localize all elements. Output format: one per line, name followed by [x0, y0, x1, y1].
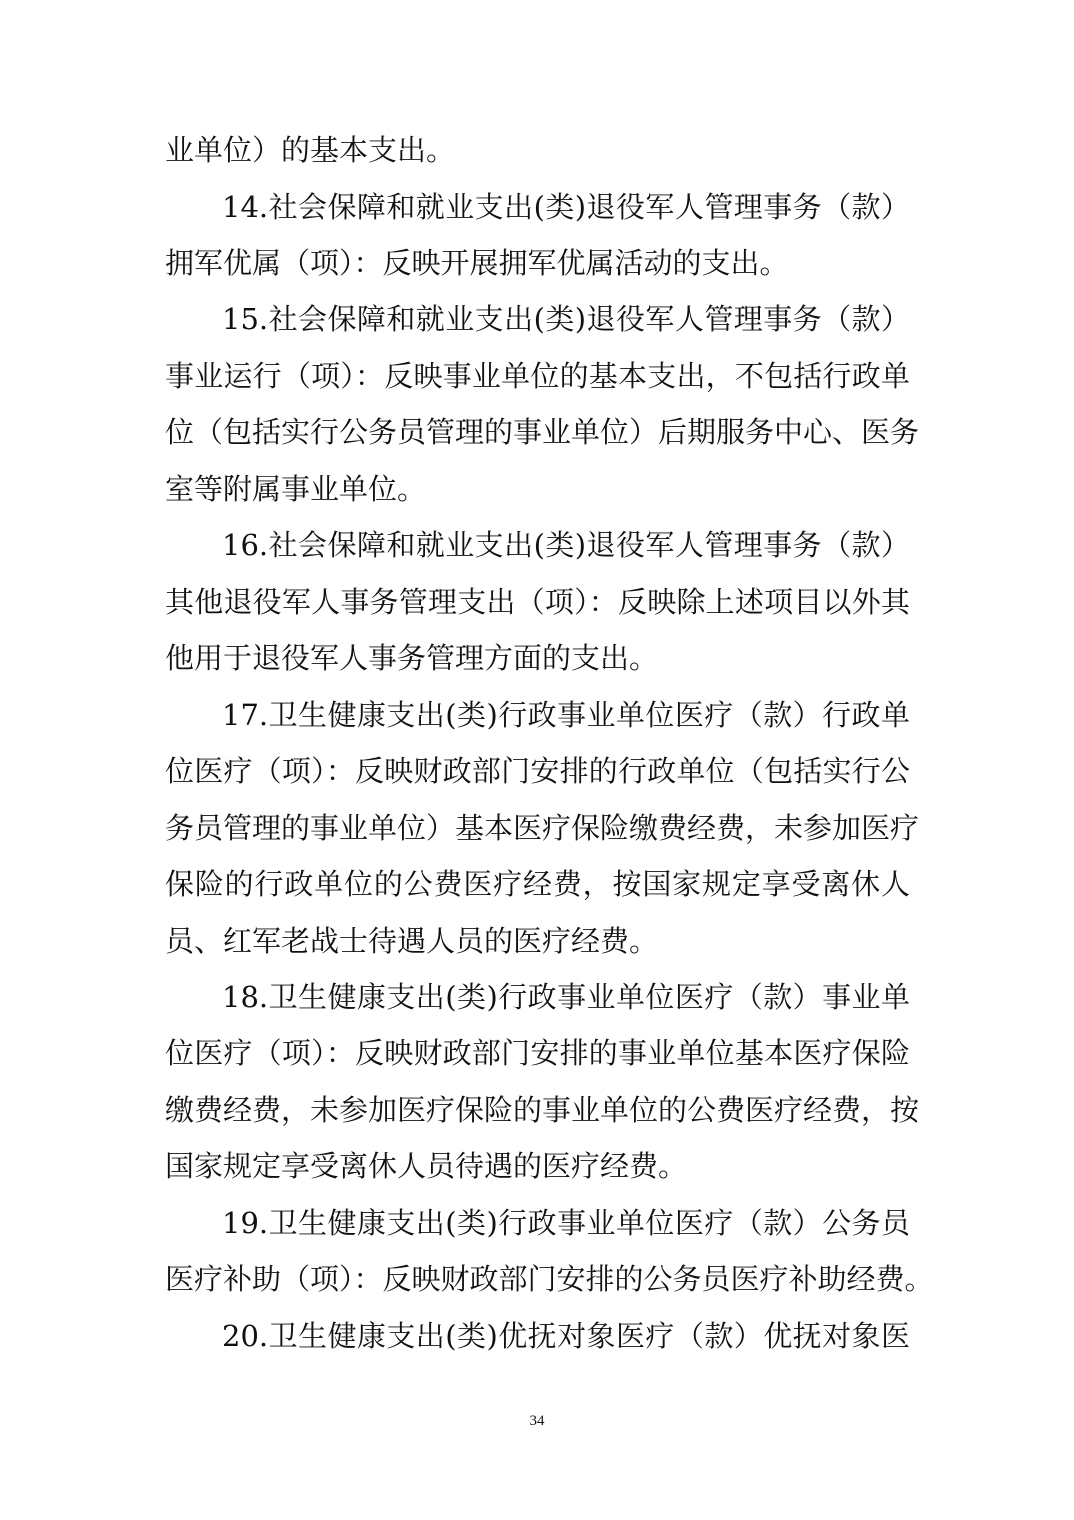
text-line: 位医疗（项）：反映财政部门安排的事业单位基本医疗保险 — [165, 1036, 910, 1070]
text-line: 其他退役军人事务管理支出（项）：反映除上述项目以外其 — [165, 585, 910, 619]
text-line: 国家规定享受离休人员待遇的医疗经费。 — [165, 1149, 688, 1183]
text-line: 18.卫生健康支出(类)行政事业单位医疗（款）事业单 — [222, 980, 910, 1014]
text-line: 室等附属事业单位。 — [165, 472, 427, 506]
text-line: 事业运行（项）：反映事业单位的基本支出，不包括行政单 — [165, 359, 910, 393]
text-line: 14.社会保障和就业支出(类)退役军人管理事务（款） — [222, 190, 910, 224]
text-line: 他用于退役军人事务管理方面的支出。 — [165, 641, 659, 675]
text-line: 位（包括实行公务员管理的事业单位）后期服务中心、医务 — [165, 415, 920, 449]
text-line: 业单位）的基本支出。 — [165, 133, 456, 167]
text-line: 19.卫生健康支出(类)行政事业单位医疗（款）公务员 — [222, 1206, 910, 1240]
text-line: 员、红军老战士待遇人员的医疗经费。 — [165, 924, 659, 958]
text-line: 15.社会保障和就业支出(类)退役军人管理事务（款） — [222, 302, 910, 336]
text-line: 20.卫生健康支出(类)优抚对象医疗（款）优抚对象医 — [222, 1319, 910, 1353]
text-line: 务员管理的事业单位）基本医疗保险缴费经费，未参加医疗 — [165, 811, 920, 845]
text-line: 位医疗（项）：反映财政部门安排的行政单位（包括实行公 — [165, 754, 910, 788]
text-line: 医疗补助（项）：反映财政部门安排的公务员医疗补助经费。 — [165, 1262, 934, 1296]
text-line: 17.卫生健康支出(类)行政事业单位医疗（款）行政单 — [222, 698, 910, 732]
page-number: 34 — [529, 1413, 545, 1429]
text-line: 拥军优属（项）：反映开展拥军优属活动的支出。 — [165, 246, 789, 280]
text-line: 缴费经费，未参加医疗保险的事业单位的公费医疗经费，按 — [165, 1093, 920, 1127]
text-line: 保险的行政单位的公费医疗经费，按国家规定享受离休人 — [165, 867, 910, 901]
text-line: 16.社会保障和就业支出(类)退役军人管理事务（款） — [222, 528, 910, 562]
